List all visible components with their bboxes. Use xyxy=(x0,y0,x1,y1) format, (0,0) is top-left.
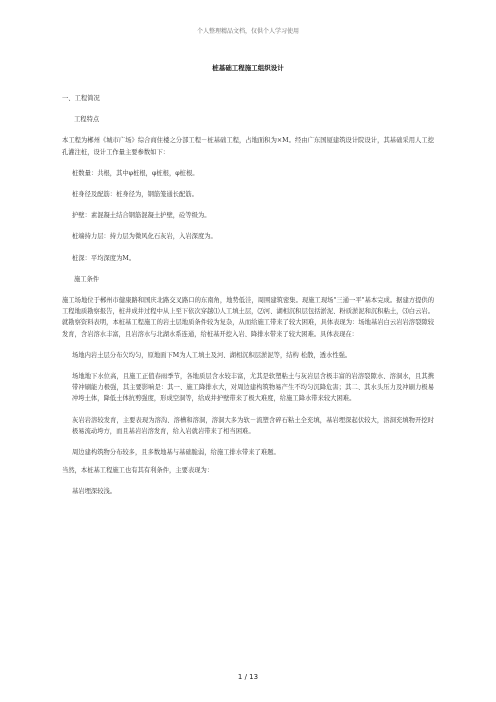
document-title: 桩基础工程施工组织设计 xyxy=(212,64,284,72)
paragraph: 周边建构筑物分布较多，且多数地基与基础脆弱，给施工排水带来了难题。 xyxy=(72,449,280,457)
paragraph: 施工场地位于郴州市健康路和国庆北路交叉路口的东南角，地势低洼，周围建筑密集。现施工现场"三通一平"基本完成。据建方提供的工程地质勘察报告，桩井成井过程中从上至下依次穿越⑴人工填土层，⑵河、湖相沉积层包括淤泥、粉质淤泥和沉积粘土，⑶白云岩。就勘察资料表明，本桩基工程施工的岩土层地质条件较为复杂，从而给施工带来了较大困难，具体表现为：场地基岩白云岩岩溶裂隙较发育，含岩溶水丰富，且岩溶水与北湖水系连通，给桩基开挖入岩、降排水带来了较大困难。具体表现在： xyxy=(62,297,434,338)
paragraph: 护壁：素混凝土结合钢筋混凝土护壁，砼等级为。 xyxy=(72,212,211,220)
page-number: 1 / 13 xyxy=(237,673,259,681)
paragraph: 灰岩岩溶较发育，主要表现为溶沟、溶槽和溶洞，溶洞大多为软－流塑含碎石粘土全充填，基岩埋深起伏较大，溶洞充填物开挖时极易流动垮方，而且基岩岩溶发育，给入岩就岩带来了相当困难。 xyxy=(72,416,434,435)
paragraph: 基岩埋深较浅。 xyxy=(72,488,117,496)
paragraph: 本工程为郴州《城市广场》综合商住楼之分部工程－桩基础工程，占地面积为×M。经由广东国厦建筑设计院设计，其基础采用人工挖孔灌注桩，设计工作量主要参数如下： xyxy=(62,137,434,156)
paragraph: 桩数量：共根，其中φ桩根，φ桩根，φ桩根。 xyxy=(72,169,199,177)
paragraph: 桩深：平均深度为M。 xyxy=(72,254,136,262)
paragraph: 桩身径及配筋：桩身径为，钢筋笼通长配筋。 xyxy=(72,191,198,199)
paragraph: 当然，本桩基工程施工也有其有利条件，主要表现为： xyxy=(62,467,214,475)
paragraph: 桩端持力层：持力层为微风化石灰岩，入岩深度为。 xyxy=(72,233,217,241)
page-header-note: 个人整理精品文档，仅供个人学习使用 xyxy=(196,28,299,35)
paragraph: 场地内岩土层分布欠均匀，原地面下M为人工填土及河、湖相沉积层淤泥等，结构 松散，透水性强。 xyxy=(72,351,352,359)
subsection-heading: 施工条件 xyxy=(74,275,100,283)
paragraph: 场地地下水位高，且施工正值春雨季节，各地质层含水较丰富，尤其是软塑粘土与灰岩层含极丰富的岩溶裂隙水、溶洞水，且其携带冲刷能力极强，其主要影响是：其一、施工降排水大，对周边建构筑物易产生不均匀沉降危害；其二、其水头压力及冲刷力极易冲垮土体，降低土体抗剪强度，形成空洞等，给成井护壁带来了极大难度，给施工降水带来较大困难。 xyxy=(72,373,434,403)
subsection-heading: 工程特点 xyxy=(74,116,100,124)
document-body xyxy=(62,93,434,498)
section-heading: 一、工程简况 xyxy=(62,95,100,102)
